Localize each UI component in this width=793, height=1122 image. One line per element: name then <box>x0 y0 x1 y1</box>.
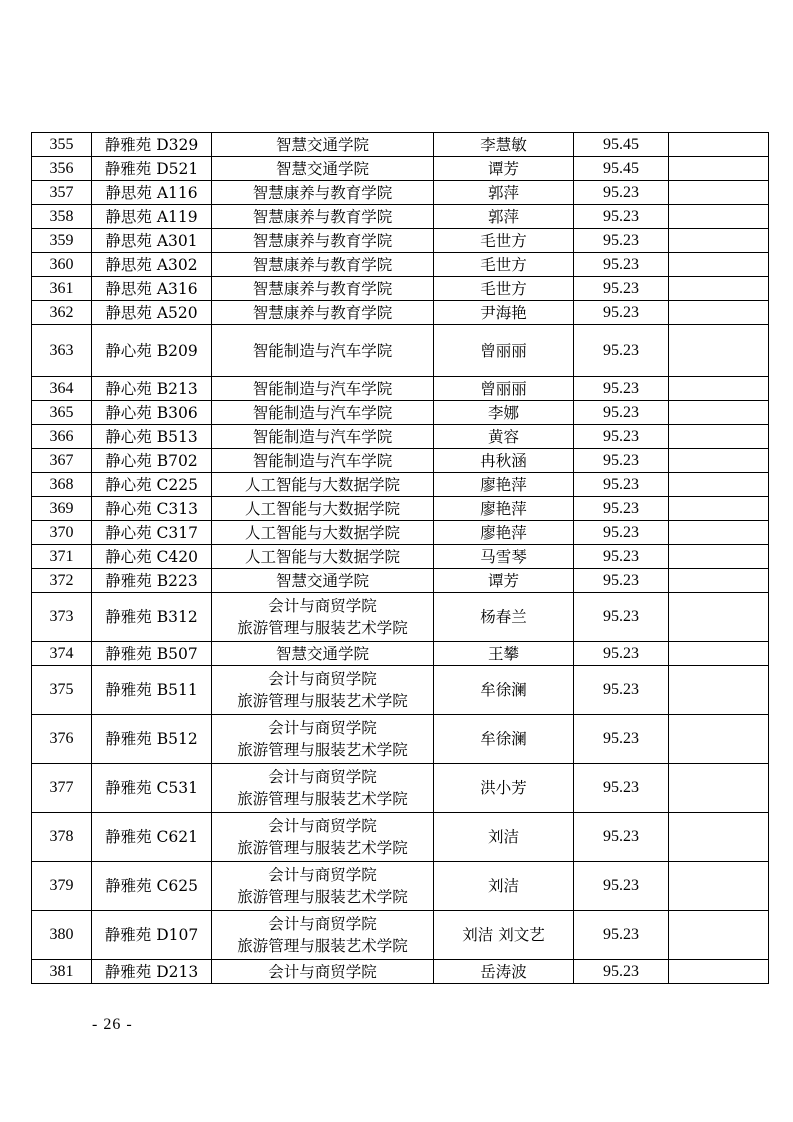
table-row <box>32 813 769 862</box>
college-name <box>212 569 434 593</box>
dorm-room: 静心苑 B306 <box>92 401 212 425</box>
table-row <box>32 301 769 325</box>
college-line: 智能制造与汽车学院 <box>252 403 393 422</box>
college-line: 智能制造与汽车学院 <box>252 427 393 446</box>
score: 95.23 <box>574 569 669 593</box>
remark <box>669 666 769 715</box>
college-line: 智慧交通学院 <box>275 571 369 590</box>
college-line: 旅游管理与服装艺术学院 <box>237 937 408 955</box>
row-number: 374 <box>32 642 92 666</box>
counselor-name: 马雪琴 <box>434 545 574 569</box>
remark <box>669 301 769 325</box>
counselor-name: 郭萍 <box>434 205 574 229</box>
college-name <box>212 960 434 984</box>
remark <box>669 813 769 862</box>
counselor-name: 牟徐澜 <box>434 666 574 715</box>
table-row <box>32 715 769 764</box>
score: 95.23 <box>574 666 669 715</box>
counselor-name: 王攀 <box>434 642 574 666</box>
row-number: 355 <box>32 133 92 157</box>
row-number: 367 <box>32 449 92 473</box>
remark <box>669 642 769 666</box>
score: 95.23 <box>574 301 669 325</box>
table-row <box>32 229 769 253</box>
college-line: 智慧康养与教育学院 <box>252 303 393 322</box>
row-number: 368 <box>32 473 92 497</box>
dorm-room: 静心苑 C317 <box>92 521 212 545</box>
counselor-name: 牟徐澜 <box>434 715 574 764</box>
row-number: 362 <box>32 301 92 325</box>
dorm-room: 静雅苑 D213 <box>92 960 212 984</box>
college-line: 智慧康养与教育学院 <box>252 207 393 226</box>
score: 95.23 <box>574 425 669 449</box>
row-number: 373 <box>32 593 92 642</box>
row-number: 378 <box>32 813 92 862</box>
college-name <box>212 521 434 545</box>
dorm-room: 静心苑 C313 <box>92 497 212 521</box>
row-number: 381 <box>32 960 92 984</box>
score: 95.23 <box>574 715 669 764</box>
college-line: 旅游管理与服装艺术学院 <box>237 619 408 637</box>
score: 95.23 <box>574 545 669 569</box>
counselor-name: 刘洁 <box>434 813 574 862</box>
remark <box>669 377 769 401</box>
college-line: 智慧康养与教育学院 <box>252 231 393 250</box>
counselor-name: 杨春兰 <box>434 593 574 642</box>
dorm-room: 静思苑 A302 <box>92 253 212 277</box>
college-name <box>212 229 434 253</box>
remark <box>669 157 769 181</box>
college-line: 人工智能与大数据学院 <box>244 499 400 518</box>
counselor-name: 曾丽丽 <box>434 377 574 401</box>
college-line: 旅游管理与服装艺术学院 <box>237 790 408 808</box>
score: 95.23 <box>574 521 669 545</box>
college-line: 旅游管理与服装艺术学院 <box>237 692 408 710</box>
remark <box>669 277 769 301</box>
dormitory-score-table <box>31 132 769 984</box>
college-name <box>212 715 434 764</box>
score: 95.23 <box>574 229 669 253</box>
remark <box>669 229 769 253</box>
table-body <box>32 133 769 984</box>
dorm-room: 静思苑 A116 <box>92 181 212 205</box>
college-name <box>212 497 434 521</box>
remark <box>669 960 769 984</box>
dorm-room: 静心苑 B209 <box>92 325 212 377</box>
table-row <box>32 642 769 666</box>
score: 95.45 <box>574 133 669 157</box>
row-number: 370 <box>32 521 92 545</box>
counselor-name: 谭芳 <box>434 157 574 181</box>
college-line: 智慧交通学院 <box>275 644 369 663</box>
college-line: 会计与商贸学院 <box>268 817 377 835</box>
counselor-name: 毛世方 <box>434 253 574 277</box>
dorm-room: 静雅苑 B223 <box>92 569 212 593</box>
college-line: 人工智能与大数据学院 <box>244 547 400 566</box>
table-row <box>32 569 769 593</box>
college-name <box>212 666 434 715</box>
score: 95.23 <box>574 449 669 473</box>
counselor-name: 郭萍 <box>434 181 574 205</box>
counselor-name: 廖艳萍 <box>434 473 574 497</box>
score: 95.23 <box>574 593 669 642</box>
row-number: 364 <box>32 377 92 401</box>
college-line: 智能制造与汽车学院 <box>252 341 393 360</box>
score: 95.23 <box>574 325 669 377</box>
counselor-name: 冉秋涵 <box>434 449 574 473</box>
counselor-name: 岳涛波 <box>434 960 574 984</box>
score: 95.23 <box>574 911 669 960</box>
row-number: 363 <box>32 325 92 377</box>
row-number: 376 <box>32 715 92 764</box>
row-number: 358 <box>32 205 92 229</box>
score: 95.23 <box>574 642 669 666</box>
college-name <box>212 277 434 301</box>
college-name <box>212 911 434 960</box>
college-name <box>212 181 434 205</box>
college-line: 智慧康养与教育学院 <box>252 255 393 274</box>
row-number: 379 <box>32 862 92 911</box>
table-row <box>32 593 769 642</box>
college-line: 会计与商贸学院 <box>268 670 377 688</box>
dorm-room: 静雅苑 C625 <box>92 862 212 911</box>
college-name <box>212 325 434 377</box>
college-line: 会计与商贸学院 <box>268 962 377 981</box>
college-line: 会计与商贸学院 <box>268 866 377 884</box>
college-name <box>212 473 434 497</box>
remark <box>669 593 769 642</box>
score: 95.23 <box>574 862 669 911</box>
row-number: 366 <box>32 425 92 449</box>
dorm-room: 静雅苑 D521 <box>92 157 212 181</box>
college-line: 智能制造与汽车学院 <box>252 451 393 470</box>
college-name <box>212 813 434 862</box>
college-line: 智慧交通学院 <box>275 159 369 178</box>
counselor-name: 毛世方 <box>434 229 574 253</box>
dorm-room: 静雅苑 B511 <box>92 666 212 715</box>
table-row <box>32 377 769 401</box>
row-number: 365 <box>32 401 92 425</box>
dorm-room: 静心苑 C225 <box>92 473 212 497</box>
college-line: 会计与商贸学院 <box>268 915 377 933</box>
remark <box>669 715 769 764</box>
table-row <box>32 960 769 984</box>
college-line: 会计与商贸学院 <box>268 768 377 786</box>
counselor-name: 谭芳 <box>434 569 574 593</box>
remark <box>669 133 769 157</box>
dorm-room: 静心苑 B702 <box>92 449 212 473</box>
counselor-name: 毛世方 <box>434 277 574 301</box>
college-line: 旅游管理与服装艺术学院 <box>237 888 408 906</box>
table-row <box>32 157 769 181</box>
college-name <box>212 157 434 181</box>
score: 95.23 <box>574 253 669 277</box>
remark <box>669 862 769 911</box>
score: 95.23 <box>574 960 669 984</box>
remark <box>669 205 769 229</box>
score: 95.23 <box>574 813 669 862</box>
remark <box>669 253 769 277</box>
counselor-name: 李慧敏 <box>434 133 574 157</box>
score: 95.23 <box>574 205 669 229</box>
table-row <box>32 449 769 473</box>
dorm-room: 静思苑 A520 <box>92 301 212 325</box>
college-name <box>212 545 434 569</box>
score: 95.23 <box>574 181 669 205</box>
table-row <box>32 401 769 425</box>
score: 95.23 <box>574 497 669 521</box>
college-name <box>212 425 434 449</box>
score: 95.23 <box>574 377 669 401</box>
table-row <box>32 473 769 497</box>
college-line: 会计与商贸学院 <box>268 597 377 615</box>
page-number: - 26 - <box>92 1016 133 1033</box>
college-name <box>212 253 434 277</box>
table-row <box>32 425 769 449</box>
dorm-room: 静心苑 B213 <box>92 377 212 401</box>
score: 95.23 <box>574 473 669 497</box>
table-row <box>32 205 769 229</box>
counselor-name: 尹海艳 <box>434 301 574 325</box>
college-line: 人工智能与大数据学院 <box>244 523 400 542</box>
college-name <box>212 764 434 813</box>
college-name <box>212 133 434 157</box>
remark <box>669 521 769 545</box>
dorm-room: 静思苑 A301 <box>92 229 212 253</box>
remark <box>669 569 769 593</box>
dorm-room: 静雅苑 C621 <box>92 813 212 862</box>
row-number: 369 <box>32 497 92 521</box>
dorm-room: 静思苑 A316 <box>92 277 212 301</box>
table-row <box>32 545 769 569</box>
dorm-room: 静心苑 C420 <box>92 545 212 569</box>
college-line: 旅游管理与服装艺术学院 <box>237 839 408 857</box>
dorm-room: 静雅苑 B312 <box>92 593 212 642</box>
row-number: 361 <box>32 277 92 301</box>
score: 95.23 <box>574 401 669 425</box>
row-number: 372 <box>32 569 92 593</box>
college-name <box>212 642 434 666</box>
counselor-name: 黄容 <box>434 425 574 449</box>
remark <box>669 473 769 497</box>
remark <box>669 545 769 569</box>
dorm-room: 静思苑 A119 <box>92 205 212 229</box>
counselor-name: 廖艳萍 <box>434 521 574 545</box>
row-number: 360 <box>32 253 92 277</box>
counselor-name: 李娜 <box>434 401 574 425</box>
table-row <box>32 133 769 157</box>
college-name <box>212 205 434 229</box>
counselor-name: 刘洁 刘文艺 <box>434 911 574 960</box>
remark <box>669 497 769 521</box>
counselor-name: 曾丽丽 <box>434 325 574 377</box>
table-row <box>32 181 769 205</box>
college-line: 智慧康养与教育学院 <box>252 183 393 202</box>
counselor-name: 洪小芳 <box>434 764 574 813</box>
college-name <box>212 377 434 401</box>
table-row <box>32 764 769 813</box>
dorm-room: 静雅苑 D329 <box>92 133 212 157</box>
row-number: 377 <box>32 764 92 813</box>
college-line: 人工智能与大数据学院 <box>244 475 400 494</box>
college-line: 旅游管理与服装艺术学院 <box>237 741 408 759</box>
score: 95.45 <box>574 157 669 181</box>
college-name <box>212 301 434 325</box>
college-name <box>212 449 434 473</box>
college-name <box>212 401 434 425</box>
college-line: 智能制造与汽车学院 <box>252 379 393 398</box>
remark <box>669 181 769 205</box>
dorm-room: 静雅苑 C531 <box>92 764 212 813</box>
college-line: 智慧康养与教育学院 <box>252 279 393 298</box>
remark <box>669 401 769 425</box>
dorm-room: 静雅苑 D107 <box>92 911 212 960</box>
row-number: 380 <box>32 911 92 960</box>
table-row <box>32 862 769 911</box>
counselor-name: 刘洁 <box>434 862 574 911</box>
row-number: 371 <box>32 545 92 569</box>
remark <box>669 425 769 449</box>
dorm-room: 静心苑 B513 <box>92 425 212 449</box>
table-row <box>32 521 769 545</box>
score: 95.23 <box>574 764 669 813</box>
row-number: 357 <box>32 181 92 205</box>
table-row <box>32 911 769 960</box>
dorm-room: 静雅苑 B507 <box>92 642 212 666</box>
row-number: 375 <box>32 666 92 715</box>
row-number: 356 <box>32 157 92 181</box>
remark <box>669 449 769 473</box>
table-row <box>32 325 769 377</box>
remark <box>669 325 769 377</box>
table-row <box>32 666 769 715</box>
row-number: 359 <box>32 229 92 253</box>
table-row <box>32 277 769 301</box>
remark <box>669 911 769 960</box>
college-name <box>212 593 434 642</box>
score: 95.23 <box>574 277 669 301</box>
dorm-room: 静雅苑 B512 <box>92 715 212 764</box>
counselor-name: 廖艳萍 <box>434 497 574 521</box>
table-row <box>32 253 769 277</box>
college-line: 会计与商贸学院 <box>268 719 377 737</box>
college-name <box>212 862 434 911</box>
college-line: 智慧交通学院 <box>275 135 369 154</box>
remark <box>669 764 769 813</box>
table-row <box>32 497 769 521</box>
